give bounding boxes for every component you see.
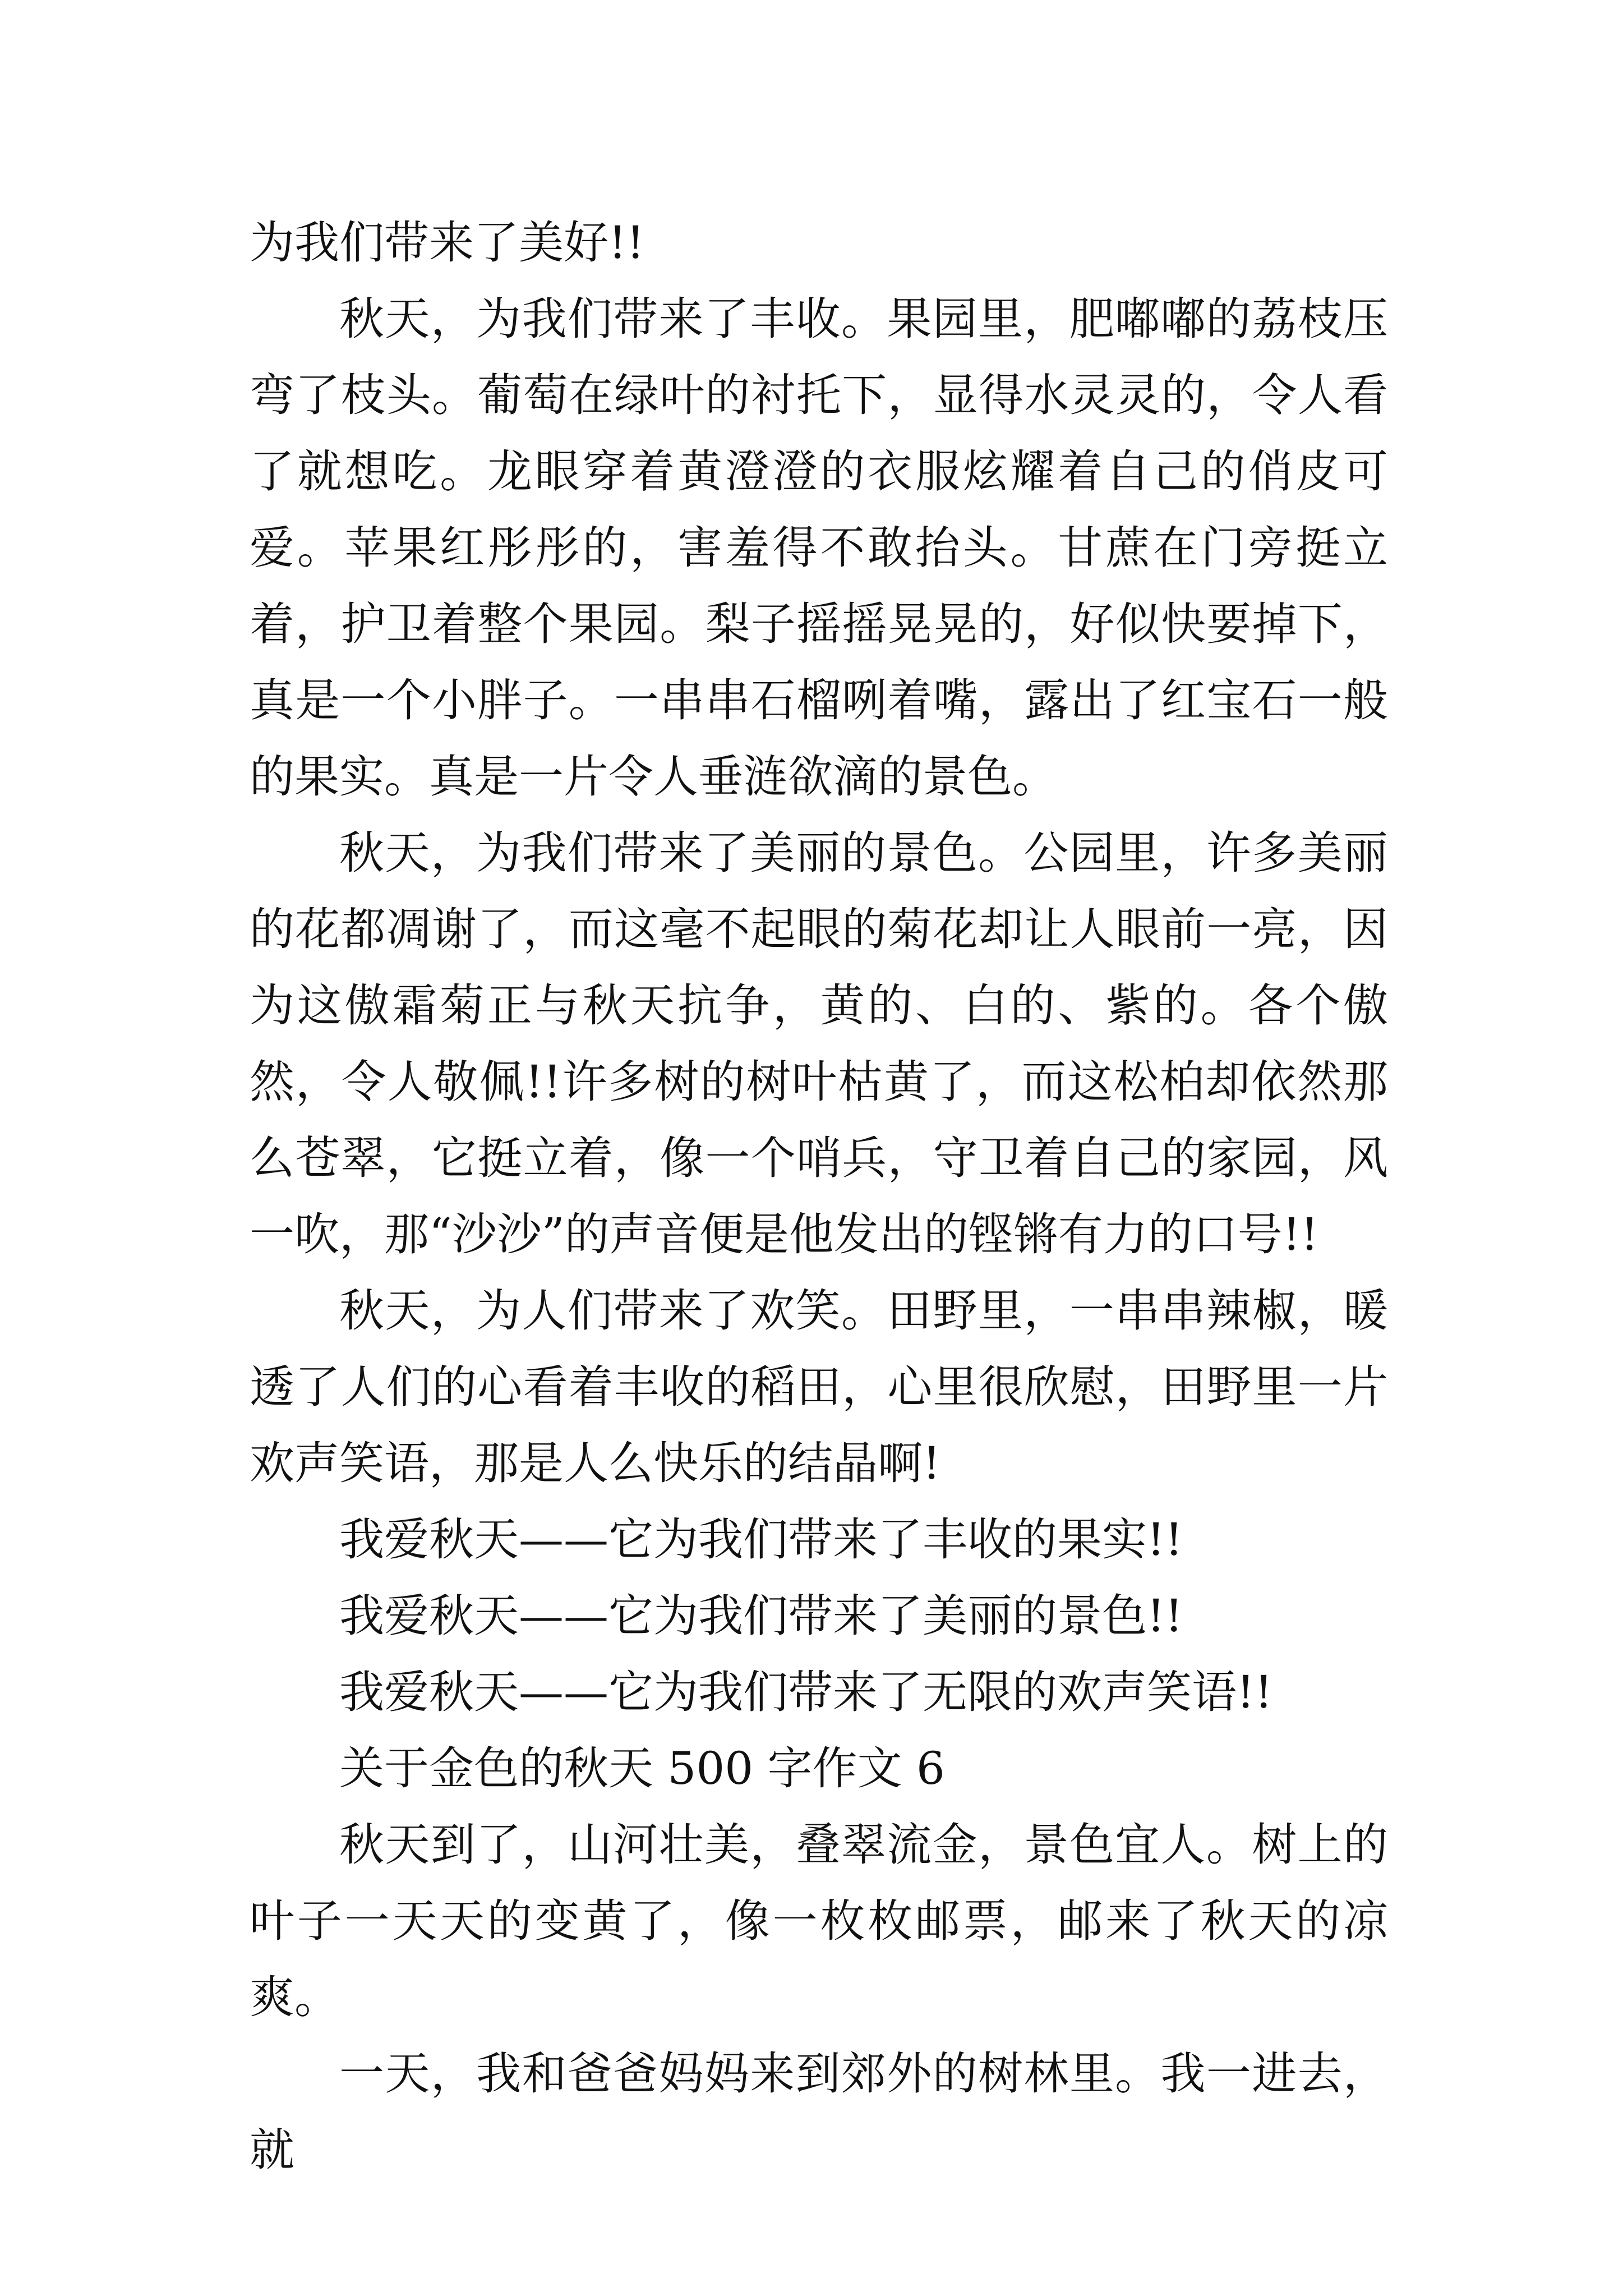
- paragraph-laughter: 秋天，为人们带来了欢笑。田野里，一串串辣椒，暖透了人们的心看着丰收的稻田，心里很欣慰，田野里一片欢声笑语，那是人么快乐的结晶啊!: [250, 1285, 1388, 1489]
- paragraph-continuation: 为我们带来了美好!!: [250, 217, 645, 269]
- paragraph-love-laughter: 我爱秋天——它为我们带来了无限的欢声笑语!!: [339, 1666, 1273, 1718]
- paragraph-scenery: 秋天，为我们带来了美丽的景色。公园里，许多美丽的花都凋谢了，而这毫不起眼的菊花却让人眼前一亮，因为这傲霜菊正与秋天抗争，黄的、白的、紫的。各个傲然，令人敬佩!!许多树的树叶枯黄了，而这松柏却依然那么苍翠，它挺立着，像一个哨兵，守卫着自己的家园，风一吹，那“沙沙”的声音便是他发出的铿锵有力的口号!!: [250, 827, 1388, 1260]
- paragraph-love-scenery: 我爱秋天——它为我们带来了美丽的景色!!: [339, 1590, 1183, 1642]
- essay-heading: 关于金色的秋天 500 字作文 6: [339, 1742, 945, 1795]
- paragraph-autumn-arrives: 秋天到了，山河壮美，叠翠流金，景色宜人。树上的叶子一天天的变黄了，像一枚枚邮票，邮来了秋天的凉爽。: [250, 1819, 1388, 2023]
- document-body: [250, 205, 1388, 2188]
- paragraph-love-fruit: 我爱秋天——它为我们带来了丰收的果实!!: [339, 1513, 1183, 1566]
- paragraph-forest-visit: 一天，我和爸爸妈妈来到郊外的树林里。我一进去，就: [250, 2047, 1388, 2176]
- paragraph-harvest: 秋天，为我们带来了丰收。果园里，肥嘟嘟的荔枝压弯了枝头。葡萄在绿叶的衬托下，显得水灵灵的，令人看了就想吃。龙眼穿着黄澄澄的衣服炫耀着自己的俏皮可爱。苹果红彤彤的，害羞得不敢抬头。甘蔗在门旁挺立着，护卫着整个果园。梨子摇摇晃晃的，好似快要掉下，真是一个小胖子。一串串石榴咧着嘴，露出了红宝石一般的果实。真是一片令人垂涟欲滴的景色。: [250, 293, 1388, 803]
